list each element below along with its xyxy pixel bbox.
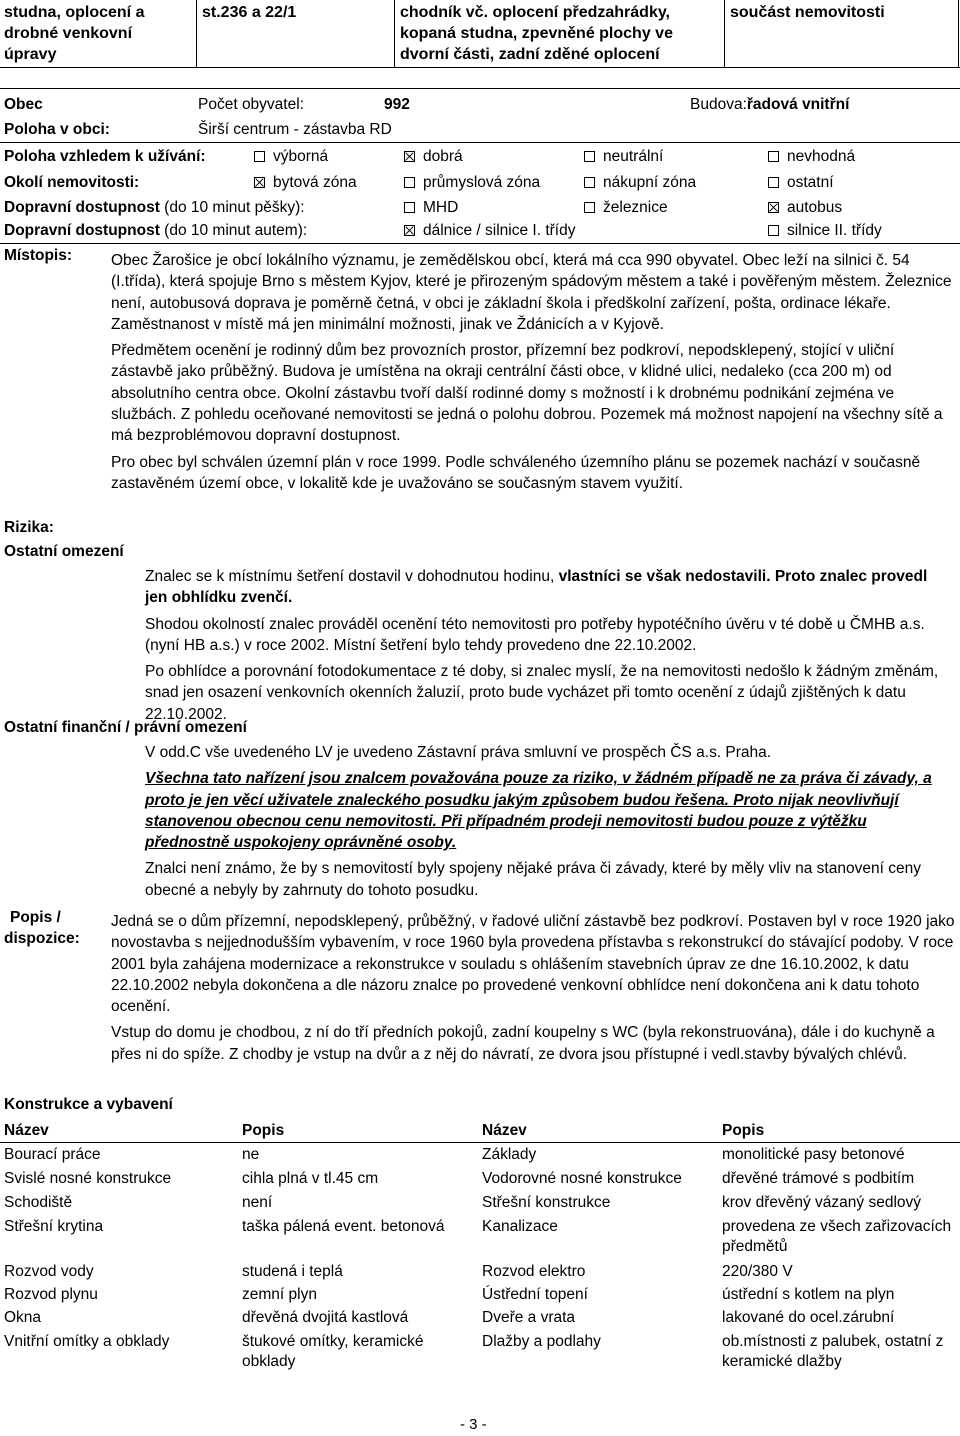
table-cell: Základy: [482, 1146, 537, 1163]
mistopis-paragraph: Pro obec byl schválen územní plán v roce 1999. Podle schváleného územního plánu se pozemek nachází v současně zastavěném území obce, v lokalitě kde je uvažováno se současným stavem využití.: [111, 453, 921, 492]
mistopis-label: Místopis:: [4, 247, 73, 264]
table-cell: Rozvod vody: [4, 1263, 94, 1280]
checkbox-icon[interactable]: [404, 177, 415, 188]
table-cell: ne: [242, 1146, 260, 1163]
table-cell: krov dřevěný vázaný sedlový: [722, 1194, 922, 1211]
okoli-option-bytova[interactable]: [254, 172, 357, 194]
table-cell: Schodiště: [4, 1194, 73, 1211]
konstrukce-title: Konstrukce a vybavení: [4, 1096, 173, 1113]
peso-option-autobus[interactable]: [768, 197, 842, 219]
table-cell: Dveře a vrata: [482, 1309, 576, 1326]
top-c1-line1: studna, oplocení a: [4, 4, 145, 21]
checkbox-icon[interactable]: [584, 177, 595, 188]
popis-label-line2: dispozice:: [4, 930, 80, 947]
top-c2: st.236 a 22/1: [202, 4, 297, 21]
table-cell: Okna: [4, 1309, 42, 1326]
top-c1-line3: úpravy: [4, 46, 57, 63]
checkbox-icon[interactable]: [768, 151, 779, 162]
budova-value: řadová vnitřní: [746, 96, 850, 113]
ostatni-omezeni-label: Ostatní omezení: [4, 543, 124, 560]
table-cell: zemní plyn: [242, 1286, 317, 1303]
autem-option-silnice2[interactable]: [768, 220, 882, 242]
option-label: výborná: [273, 148, 329, 165]
konstrukce-header-underline: [0, 1142, 960, 1143]
option-label: nákupní zóna: [603, 174, 697, 191]
ostatni-p1-bold: vlastníci se však nedostavili. Proto znalec provedl jen obhlídku zvenčí.: [145, 568, 928, 607]
option-label: silnice II. třídy: [787, 222, 882, 239]
uzivani-option-nevhodna[interactable]: [768, 146, 855, 168]
financni-omezeni-label: Ostatní finanční / právní omezení: [4, 719, 247, 736]
table-cell: monolitické pasy betonové: [722, 1146, 905, 1163]
popis-label-line1: Popis /: [10, 909, 61, 926]
header-popis: Popis: [722, 1122, 765, 1139]
uzivani-option-neutralni[interactable]: [584, 146, 663, 168]
table-cell: Rozvod plynu: [4, 1286, 98, 1303]
ostatni-omezeni-text: [145, 566, 953, 730]
table-cell: Bourací práce: [4, 1146, 101, 1163]
checkbox-checked-icon[interactable]: [254, 177, 265, 188]
option-label: dobrá: [423, 148, 463, 165]
checkbox-icon[interactable]: [768, 225, 779, 236]
checkbox-icon[interactable]: [584, 151, 595, 162]
top-c1-line2: drobné venkovní: [4, 25, 133, 42]
table-cell: ústřední s kotlem na plyn: [722, 1286, 895, 1303]
okoli-option-prumyslova[interactable]: [404, 172, 540, 194]
okoli-option-ostatni[interactable]: [768, 172, 834, 194]
financni-omezeni-text: [145, 742, 953, 906]
mistopis-paragraph: Obec Žarošice je obcí lokálního významu, je zemědělskou obcí, která má cca 990 obyvatel. Obec leží na silnici č. 54 (I.třída), která spojuje Brno s městem Kyjov, které je přirozeným spádovým městem a také i pověřeným městem. Železnice není, autobusová doprava je poměrně četná, v obci je základní škola i předškolní zařízení, pošta, ordinace lékaře. Zaměstnanost v místě má jen minimální možnosti, jinak ve Ždánicích a v Kyjově.: [111, 252, 952, 333]
checkbox-checked-icon[interactable]: [768, 202, 779, 213]
autem-label: [4, 220, 307, 242]
budova-label: Budova:: [690, 96, 747, 113]
peso-label-rest: (do 10 minut pěšky):: [159, 199, 305, 216]
option-label: neutrální: [603, 148, 664, 165]
option-label: bytová zóna: [273, 174, 357, 191]
mistopis-text: [111, 250, 957, 499]
divider: [196, 0, 197, 67]
fin-p2: Všechna tato nařízení jsou znalcem považována pouze za riziko, v žádném případě ne za práva či závady, a proto je jen věcí uživatele znaleckého posudku jakým způsobem budou řešena. Proto nijak neovlivňují stanovenou obecnou cenu nemovitosti. Při případném prodeji nemovitosti budou pouze z výtěžku přednostně uspokojeny oprávněné osoby.: [145, 770, 932, 852]
ostatni-p2: Shodou okolností znalec prováděl ocenění této nemovitosti pro potřeby hypotéčního úvěru v té době u ČMHB a.s. (nyní HB a.s.) v roce 2002. Místní šetření bylo tehdy provedeno dne 22.10.2002.: [145, 615, 925, 654]
top-c3-line2: kopaná studna, zpevněné plochy ve: [400, 25, 673, 42]
top-cell-4: [726, 0, 960, 67]
top-table: [0, 0, 960, 68]
table-cell: ob.místnosti z palubek, ostatní z keramické dlažby: [722, 1333, 944, 1370]
table-cell: Svislé nosné konstrukce: [4, 1170, 172, 1187]
autem-underline: [0, 243, 960, 244]
checkbox-icon[interactable]: [768, 177, 779, 188]
table-cell: Rozvod elektro: [482, 1263, 586, 1280]
divider: [958, 0, 959, 67]
option-label: dálnice / silnice I. třídy: [423, 222, 576, 239]
option-label: železnice: [603, 199, 668, 216]
table-cell: Ústřední topení: [482, 1286, 588, 1303]
table-cell: provedena ze všech zařizovacích předmětů: [722, 1218, 952, 1255]
uzivani-label: Poloha vzhledem k užívání:: [4, 148, 206, 165]
table-cell: taška pálená event. betonová: [242, 1218, 445, 1235]
ostatni-p3: Po obhlídce a porovnání fotodokumentace z té doby, si znalec myslí, že na nemovitosti nedošlo k žádným změnám, snad jen osazení venkovních okenních žaluzií, proto bude vycházet při tomto ocenění z údajů zjištěných k datu 22.10.2002.: [145, 663, 939, 723]
fin-p3: Znalci není známo, že by s nemovitostí byly spojeny nějaké práva či závady, které by měly vliv na stanovení ceny obecné a nebyly by zahrnuty do tohoto posudku.: [145, 860, 921, 899]
poloha-underline: [0, 142, 960, 143]
poloha-value: Širší centrum - zástavba RD: [198, 121, 392, 138]
rizika-label: Rizika:: [4, 519, 54, 536]
fin-p1: V odd.C vše uvedeného LV je uvedeno Zástavní práva smluvní ve prospěch ČS a.s. Praha.: [145, 744, 772, 761]
okoli-label: Okolí nemovitosti:: [4, 174, 140, 191]
obec-label: Obec: [4, 96, 43, 113]
peso-label: [4, 197, 305, 219]
autem-label-rest: (do 10 minut autem):: [159, 222, 308, 239]
pocet-obyvatel-label: Počet obyvatel:: [198, 96, 304, 113]
table-cell: štukové omítky, keramické obklady: [242, 1333, 424, 1370]
table-cell: dřevěná dvojitá kastlová: [242, 1309, 409, 1326]
table-cell: cihla plná v tl.45 cm: [242, 1170, 379, 1187]
table-cell: Vodorovné nosné konstrukce: [482, 1170, 682, 1187]
table-cell: Dlažby a podlahy: [482, 1333, 601, 1350]
popis-text: [111, 911, 957, 1070]
section-divider: [0, 88, 960, 89]
budova-field: [690, 94, 849, 116]
checkbox-checked-icon[interactable]: [404, 225, 415, 236]
option-label: průmyslová zóna: [423, 174, 541, 191]
pocet-obyvatel-value: 992: [384, 96, 410, 113]
divider: [394, 0, 395, 67]
ostatni-p1-normal: Znalec se k místnímu šetření dostavil v dohodnutou hodinu,: [145, 568, 559, 585]
checkbox-checked-icon[interactable]: [404, 151, 415, 162]
poloha-label: Poloha v obci:: [4, 121, 110, 138]
mistopis-paragraph: Předmětem ocenění je rodinný dům bez provozních prostor, přízemní bez podkroví, nepodsklepený, stojící v uliční zástavbě jako průběžný. Budova je umístěna na okraji centrální části obce, v klidné ulici, nedaleko (cca 200 m) od absolutního centra obce. Okolní zástavbu tvoří další rodinné domy s možností i k drobnému podnikání zejména ve službách. Z pohledu oceňované nemovitosti se jedná o polohu dobrou. Pozemek má možnost napojení na všechny sítě a má bezproblémovou dopravní dostupnost.: [111, 342, 943, 445]
top-c3-line3: dvorní části, zadní zděné oplocení: [400, 46, 660, 63]
header-popis: Popis: [242, 1122, 285, 1139]
autem-option-dalnice[interactable]: [404, 220, 575, 242]
table-cell: Kanalizace: [482, 1218, 558, 1235]
popis-p1: Jedná se o dům přízemní, nepodsklepený, průběžný, v řadové uliční zástavbě bez podkroví. Postaven byl v roce 1920 jako novostavba s nejjednodušším vybavením, v roce 1960 byla provedena přístavba s rekonstrukcí do stávající podoby. V roce 2001 byla zahájena modernizace a rekonstrukce v souladu s ohlášením stavebních úprav ze dne 16.10.2002, k datu 22.10.2002 nebyla dokončena a dle názoru znalce po provedené venkovní obhlídce není dokončena ani k datu tohoto ocenění.: [111, 913, 955, 1016]
top-cell-2: [198, 0, 393, 67]
autem-label-bold: Dopravní dostupnost: [4, 222, 160, 239]
table-cell: lakované do ocel.zárubní: [722, 1309, 895, 1326]
uzivani-option-dobra[interactable]: [404, 146, 463, 168]
peso-option-mhd[interactable]: [404, 197, 458, 219]
table-cell: není: [242, 1194, 273, 1211]
table-cell: Střešní krytina: [4, 1218, 104, 1235]
top-cell-1: [0, 0, 196, 67]
table-cell: Vnitřní omítky a obklady: [4, 1333, 170, 1350]
popis-p2: Vstup do domu je chodbou, z ní do tří předních pokojů, zadní koupelny s WC (byla rekonstruována), dále i do kuchyně a přes ni do spíže. Z chodby je vstup na dvůr a z něj do návratí, ze dvora jsou přístupné i vedl.stavby bývalých chlévů.: [111, 1024, 935, 1063]
checkbox-icon[interactable]: [584, 202, 595, 213]
top-c4: součást nemovitosti: [730, 4, 885, 21]
option-label: ostatní: [787, 174, 834, 191]
top-c3-line1: chodník vč. oplocení předzahrádky,: [400, 4, 670, 21]
ostatni-p1: [145, 566, 953, 609]
top-cell-3: [396, 0, 724, 67]
peso-label-bold: Dopravní dostupnost: [4, 199, 160, 216]
table-cell: Střešní konstrukce: [482, 1194, 611, 1211]
checkbox-icon[interactable]: [254, 151, 265, 162]
option-label: MHD: [423, 199, 459, 216]
checkbox-icon[interactable]: [404, 202, 415, 213]
peso-option-zeleznice[interactable]: [584, 197, 668, 219]
uzivani-option-vyborna[interactable]: [254, 146, 328, 168]
okoli-option-nakupni[interactable]: [584, 172, 696, 194]
popis-label: [4, 907, 104, 949]
table-cell: dřevěné trámové s podbitím: [722, 1170, 915, 1187]
table-cell: studená i teplá: [242, 1263, 343, 1280]
header-nazev: Název: [482, 1122, 527, 1139]
header-nazev: Název: [4, 1122, 49, 1139]
option-label: autobus: [787, 199, 843, 216]
option-label: nevhodná: [787, 148, 856, 165]
page-number: - 3 -: [460, 1416, 487, 1433]
table-cell: 220/380 V: [722, 1263, 793, 1280]
divider: [724, 0, 725, 67]
